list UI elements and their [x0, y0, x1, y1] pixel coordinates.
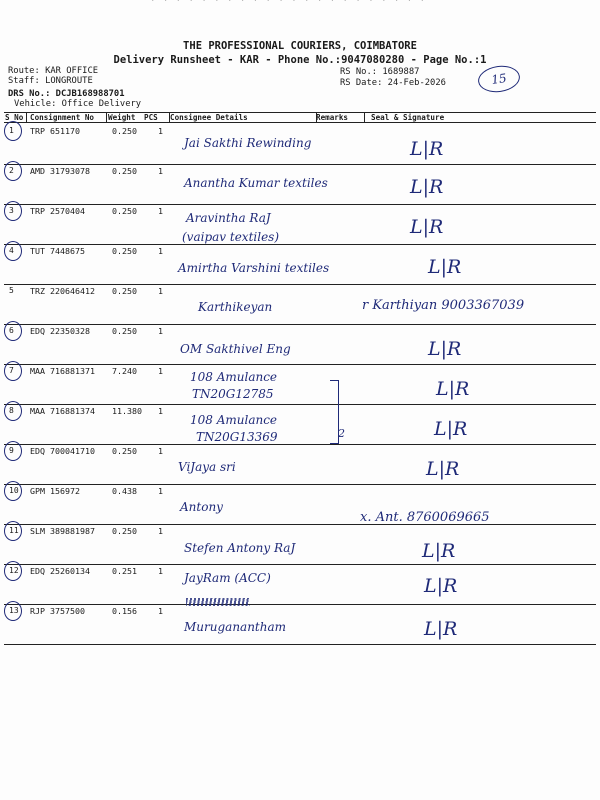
- sno-circle-mark: [4, 601, 22, 621]
- header-divider: [106, 112, 107, 122]
- sno-circle-mark: [4, 361, 22, 381]
- bracket-note: 2: [338, 427, 345, 440]
- signature-mark: L|R: [426, 458, 460, 480]
- staff-label: Staff: LONGROUTE: [8, 76, 93, 86]
- runsheet-table: [4, 112, 596, 642]
- consignment-number: MAA 716881374: [30, 406, 95, 416]
- consignee-handwriting: Anantha Kumar textiles: [184, 176, 328, 190]
- col-weight: Weight: [108, 113, 136, 122]
- weight-value: 7.240: [112, 366, 137, 376]
- rs-number: RS No.: 1689887: [340, 67, 420, 77]
- consignment-number: TUT 7448675: [30, 246, 85, 256]
- page-count-mark: 15: [476, 63, 521, 95]
- faint-top-text: [150, 0, 426, 4]
- consignee-handwriting: ViJaya sri: [178, 460, 236, 474]
- col-seal: Seal & Signature: [371, 113, 445, 122]
- sno-circle-mark: [4, 521, 22, 541]
- sno-circle-mark: [4, 561, 22, 581]
- consignee-handwriting-line2: (vaipav textiles): [182, 230, 280, 244]
- table-row: [4, 204, 596, 245]
- consignee-handwriting: Aravintha RaJ: [186, 211, 271, 225]
- consignment-number: SLM 389881987: [30, 526, 95, 536]
- sno-circle-mark: [4, 161, 22, 181]
- table-row: [4, 524, 596, 565]
- signature-mark: L|R: [424, 618, 458, 640]
- weight-value: 0.250: [112, 206, 137, 216]
- consignee-handwriting: Amirtha Varshini textiles: [178, 261, 330, 275]
- row-sno: 8: [9, 406, 14, 415]
- drs-number: DRS No.: DCJB168988701: [8, 89, 125, 99]
- scribble-strike: [186, 598, 250, 606]
- table-row: [4, 364, 596, 405]
- signature-mark: L|R: [422, 540, 456, 562]
- consignee-handwriting: Antony: [180, 500, 223, 514]
- weight-value: 0.251: [112, 566, 137, 576]
- signature-mark: L|R: [410, 176, 444, 198]
- consignee-handwriting-line2: TN20G12785: [192, 387, 274, 401]
- sno-circle-mark: [4, 241, 22, 261]
- signature-mark: L|R: [434, 418, 468, 440]
- consignee-handwriting: Karthikeyan: [198, 300, 273, 314]
- signature-mark: L|R: [410, 216, 444, 238]
- pcs-value: 1: [158, 566, 163, 576]
- col-consignee: Consignee Details: [170, 113, 248, 122]
- weight-value: 0.250: [112, 526, 137, 536]
- weight-value: 0.250: [112, 126, 137, 136]
- row-sno: 4: [9, 246, 14, 255]
- row-sno: 9: [9, 446, 14, 455]
- col-consignment: Consignment No: [30, 113, 95, 122]
- table-row: [4, 604, 596, 645]
- row-sno: 10: [9, 486, 19, 495]
- row-sno: 2: [9, 166, 14, 175]
- pcs-value: 1: [158, 166, 163, 176]
- runsheet-subtitle: Delivery Runsheet - KAR - Phone No.:9047080280 - Page No.:1: [113, 54, 487, 66]
- header-divider: [26, 112, 27, 122]
- consignee-handwriting: Jai Sakthi Rewinding: [184, 136, 312, 150]
- table-row: [4, 484, 596, 525]
- consignment-number: RJP 3757500: [30, 606, 85, 616]
- pcs-value: 1: [158, 326, 163, 336]
- pcs-value: 1: [158, 286, 163, 296]
- rs-date: RS Date: 24-Feb-2026: [340, 78, 446, 88]
- sno-circle-mark: [4, 481, 22, 501]
- consignee-handwriting: JayRam (ACC): [184, 571, 271, 585]
- row-sno: 1: [9, 126, 14, 135]
- row-sno: 13: [9, 606, 19, 615]
- row-sno: 7: [9, 366, 14, 375]
- weight-value: 0.250: [112, 246, 137, 256]
- weight-value: 0.250: [112, 446, 137, 456]
- col-sno: S No: [5, 113, 24, 122]
- sno-circle-mark: [4, 321, 22, 341]
- signature-mark: L|R: [436, 378, 470, 400]
- header-divider: [364, 112, 365, 122]
- consignment-number: EDQ 25260134: [30, 566, 90, 576]
- consignment-number: EDQ 700041710: [30, 446, 95, 456]
- row-sno: 6: [9, 326, 14, 335]
- pcs-value: 1: [158, 366, 163, 376]
- table-row: [4, 324, 596, 365]
- route-label: Route: KAR OFFICE: [8, 66, 99, 76]
- consignee-handwriting: 108 Amulance: [190, 370, 278, 384]
- remarks-handwriting: r Karthiyan 9003367039: [362, 298, 525, 313]
- consignee-handwriting: 108 Amulance: [190, 413, 278, 427]
- sno-circle-mark: [4, 401, 22, 421]
- consignee-handwriting-line2: TN20G13369: [196, 430, 278, 444]
- col-remarks: Remarks: [316, 113, 349, 122]
- signature-mark: L|R: [410, 138, 444, 160]
- company-title: THE PROFESSIONAL COURIERS, COIMBATORE: [183, 40, 417, 52]
- remarks-handwriting: x. Ant. 8760069665: [360, 510, 490, 525]
- signature-mark: L|R: [428, 256, 462, 278]
- col-pcs: PCS: [144, 113, 158, 122]
- row-sno: 11: [9, 526, 19, 535]
- signature-mark: L|R: [428, 338, 462, 360]
- pcs-value: 1: [158, 486, 163, 496]
- table-row: [4, 564, 596, 605]
- pcs-value: 1: [158, 606, 163, 616]
- consignment-number: GPM 156972: [30, 486, 80, 496]
- sno-circle-mark: [4, 121, 22, 141]
- consignment-number: MAA 716881371: [30, 366, 95, 376]
- pcs-value: 1: [158, 526, 163, 536]
- consignee-handwriting: OM Sakthivel Eng: [180, 342, 291, 356]
- sno-circle-mark: [4, 441, 22, 461]
- consignee-handwriting: Stefen Antony RaJ: [184, 541, 296, 555]
- sno-circle-mark: [4, 201, 22, 221]
- consignment-number: TRZ 220646412: [30, 286, 95, 296]
- row-sno: 12: [9, 566, 19, 575]
- signature-mark: L|R: [424, 575, 458, 597]
- pcs-value: 1: [158, 126, 163, 136]
- weight-value: 0.250: [112, 326, 137, 336]
- consignment-number: EDQ 22350328: [30, 326, 90, 336]
- weight-value: 0.250: [112, 166, 137, 176]
- pcs-value: 1: [158, 206, 163, 216]
- table-row: [4, 444, 596, 485]
- weight-value: 0.156: [112, 606, 137, 616]
- row-sno: 5: [9, 286, 14, 295]
- weight-value: 0.250: [112, 286, 137, 296]
- consignment-number: AMD 31793078: [30, 166, 90, 176]
- pcs-value: 1: [158, 446, 163, 456]
- vehicle-label: Vehicle: Office Delivery: [14, 99, 142, 109]
- weight-value: 0.438: [112, 486, 137, 496]
- consignment-number: TRP 651170: [30, 126, 80, 136]
- pcs-value: 1: [158, 406, 163, 416]
- table-row: [4, 404, 596, 445]
- consignment-number: TRP 2570404: [30, 206, 85, 216]
- consignee-handwriting: Muruganantham: [184, 620, 287, 634]
- pcs-value: 1: [158, 246, 163, 256]
- header-bottom-rule: [4, 122, 596, 123]
- weight-value: 11.380: [112, 406, 142, 416]
- row-sno: 3: [9, 206, 14, 215]
